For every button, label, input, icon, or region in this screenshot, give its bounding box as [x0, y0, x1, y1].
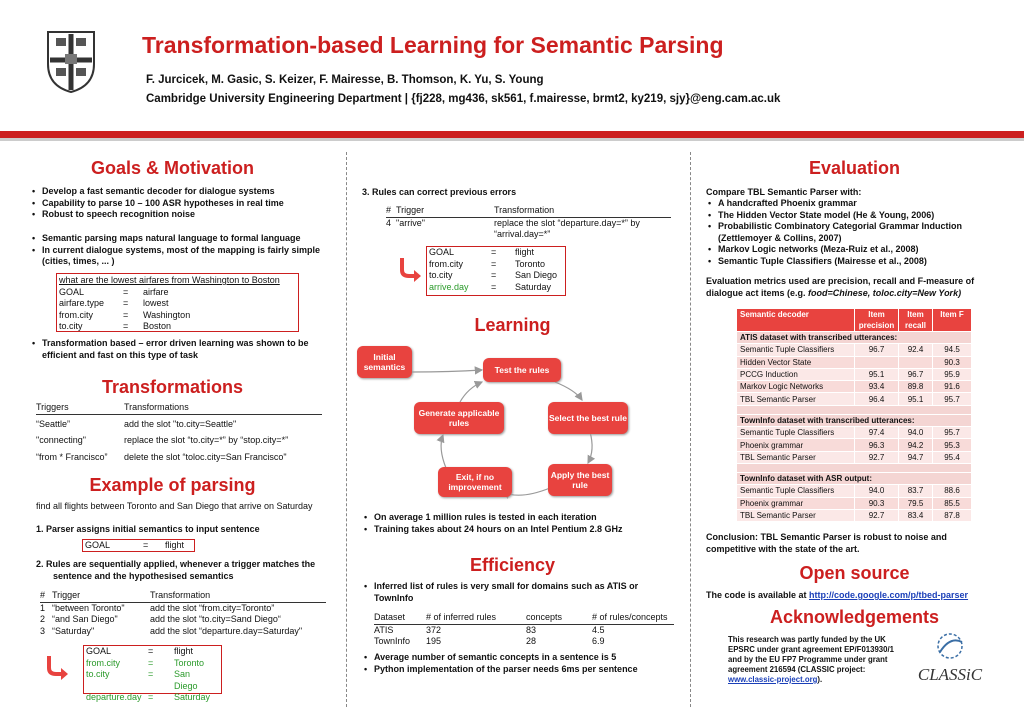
slot-eq: = [148, 692, 154, 702]
efficiency-bullet: • Python implementation of the parser needs 6ms per sentence [362, 664, 682, 676]
flow-box-apply-best-rule: Apply the best rule [548, 464, 612, 496]
transformation-cell: add the slot “from.city=Toronto” [150, 602, 275, 613]
rule-number: 3 [40, 625, 46, 636]
table-row [737, 485, 972, 497]
col-header: # [386, 205, 392, 215]
slot-eq: = [491, 258, 497, 269]
evaluation-compare: Compare TBL Semantic Parser with: [706, 187, 862, 197]
slot-name: GOAL [429, 247, 455, 257]
slot-value: airfare [143, 286, 169, 297]
rule-number: 1 [40, 602, 46, 613]
parsing-result-box [83, 645, 222, 702]
rules-correct-result-table [429, 247, 561, 293]
table-row [737, 368, 972, 380]
table-row [737, 381, 972, 393]
evaluation-bullets [706, 198, 996, 267]
slot-name: to.city [429, 270, 453, 280]
table-header-row [737, 309, 972, 332]
slot-name: arrive.day [429, 281, 469, 292]
transformations-heading: Transformations [101, 377, 244, 397]
parsing-intro: find all flights between Toronto and San Diego that arrive on Saturday [36, 501, 313, 511]
table-spacer-row [737, 405, 972, 414]
rules-correct-step-3: 3. Rules can correct previous errors [362, 187, 517, 197]
rules-correct-table [386, 205, 671, 241]
poster-title: Transformation-based Learning for Semantic Parsing [142, 32, 724, 58]
slot-name: from.city [86, 657, 121, 668]
slot-eq: = [123, 286, 129, 297]
evaluation-bullet: • Probabilistic Combinatory Categorial Grammar Induction (Zettlemoyer & Collins, 2007) [706, 221, 996, 244]
arrow-exit-to-generate [441, 435, 446, 468]
decoder-cell: Phoenix grammar [737, 439, 855, 451]
slot-name: airfare.type [59, 298, 105, 308]
rule-number: 2 [40, 614, 46, 624]
slot-value: Saturday [174, 692, 211, 702]
f-cell: 95.7 [933, 427, 972, 439]
precision-cell: 97.4 [855, 427, 899, 439]
f-cell: 87.8 [933, 509, 972, 521]
slot-eq: = [123, 309, 129, 320]
evaluation-metrics [706, 276, 991, 299]
precision-cell: 96.4 [855, 393, 899, 405]
recall-cell: 89.8 [899, 381, 933, 393]
classic-logo [910, 632, 990, 684]
slot-eq: = [148, 669, 154, 679]
slot-eq: = [148, 646, 154, 656]
evaluation-bullet: • A handcrafted Phoenix grammar [706, 198, 996, 210]
table-row [59, 321, 194, 333]
recall-cell: 96.7 [899, 368, 933, 380]
concepts-cell: 83 [526, 624, 537, 635]
parsing-initial-box [82, 539, 195, 552]
learning-bullet: • On average 1 million rules is tested in each iteration [362, 512, 682, 524]
slot-value: Saturday [515, 281, 552, 292]
slot-name: GOAL [85, 540, 111, 550]
decoder-cell: Hidden Vector State [737, 356, 855, 368]
trigger-cell: “Saturday" [52, 625, 95, 636]
transformation-cell: add the slot "to.city=Seattle" [124, 418, 237, 429]
goals-example-box [56, 273, 299, 332]
trigger-cell: “and San Diego" [52, 614, 118, 624]
efficiency-bullet: • Average number of semantic concepts in a sentence is 5 [362, 652, 682, 664]
col-header: # of inferred rules [426, 612, 497, 622]
parsing-rules-table [40, 590, 326, 637]
table-spacer-row [737, 463, 972, 472]
recall-cell: 95.1 [899, 393, 933, 405]
table-row [374, 624, 674, 636]
arrow-generate-to-test [460, 382, 482, 402]
table-row [36, 430, 322, 447]
goals-bullets-2 [30, 233, 340, 268]
precision-cell: 92.7 [855, 451, 899, 463]
goals-example-table [59, 287, 194, 333]
f-cell: 95.7 [933, 393, 972, 405]
learning-bullet: • Training takes about 24 hours on an Intel Pentium 2.8 GHz [362, 524, 682, 536]
classic-logo-swoosh-icon [910, 632, 990, 662]
table-row [36, 414, 322, 430]
evaluation-bullet: • Semantic Tuple Classifiers (Mairesse et al., 2008) [706, 256, 996, 268]
table-row [86, 692, 219, 704]
col-header: Semantic decoder [737, 309, 855, 332]
learning-heading: Learning [474, 315, 551, 335]
slot-name: GOAL [86, 646, 112, 656]
transformation-cell: replace the slot “to.city=*” by “stop.city=*” [124, 435, 289, 445]
efficiency-heading: Efficiency [469, 555, 556, 575]
metrics-text: Evaluation metrics used are precision, recall and F-measure of dialogue act items (e.g. [706, 276, 975, 298]
col-header: Item precision [855, 309, 899, 332]
header-divider-shadow [0, 138, 1024, 141]
evaluation-heading: Evaluation [808, 158, 901, 178]
table-row [86, 646, 219, 658]
slot-name: GOAL [59, 286, 85, 297]
slot-value: flight [515, 247, 535, 257]
slot-value: lowest [143, 298, 169, 308]
table-header-row [36, 402, 322, 414]
table-row [86, 669, 219, 692]
table-section-row [737, 332, 972, 344]
transformation-cell: replace the slot “departure.day=*” by “arrival.day=*” [494, 217, 640, 239]
column-divider-right [690, 152, 691, 707]
recall-cell [899, 356, 933, 368]
curved-arrow-icon [44, 654, 70, 685]
metrics-example: food=Chinese, toloc.city=New York) [808, 287, 962, 298]
decoder-cell: Semantic Tuple Classifiers [737, 344, 855, 356]
col-header: Trigger [52, 590, 81, 600]
recall-cell: 79.5 [899, 497, 933, 509]
evaluation-bullet: • Markov Logic networks (Meza-Ruiz et al., 2008) [706, 244, 996, 256]
table-header-row [40, 590, 326, 602]
decoder-cell: Semantic Tuple Classifiers [737, 485, 855, 497]
author-list: F. Jurcicek, M. Gasic, S. Keizer, F. Mairesse, B. Thomson, K. Yu, S. Young [146, 74, 544, 86]
slot-name: to.city [59, 321, 83, 331]
open-source-text [706, 590, 968, 602]
rules-cell: 195 [426, 636, 442, 646]
f-cell: 95.3 [933, 439, 972, 451]
efficiency-bullets-1 [362, 581, 667, 604]
table-row [429, 270, 561, 282]
table-section-row [737, 472, 972, 484]
table-row [59, 287, 194, 299]
table-row [737, 427, 972, 439]
decoder-cell: Semantic Tuple Classifiers [737, 427, 855, 439]
arrow-test-to-select [555, 382, 582, 400]
affiliation: Cambridge University Engineering Department | {fj228, mg436, sk561, f.mairesse, brmt2, ky219, sjy}@eng.cam.ac.uk [146, 93, 781, 105]
slot-eq: = [148, 657, 154, 668]
parsing-heading: Example of parsing [89, 475, 256, 495]
table-row [737, 344, 972, 356]
f-cell: 85.5 [933, 497, 972, 509]
transformation-cell: add the slot “departure.day=Saturday" [150, 625, 303, 636]
table-row [40, 626, 326, 638]
arrow-initial-to-test [412, 370, 482, 372]
slot-eq: = [123, 321, 129, 331]
slot-name: from.city [59, 309, 94, 320]
university-crest [46, 30, 96, 94]
slot-value: San Diego [515, 270, 558, 280]
recall-cell: 92.4 [899, 344, 933, 356]
slot-value: flight [165, 540, 185, 550]
table-row [386, 217, 671, 241]
ratio-cell: 6.9 [592, 636, 605, 646]
decoder-cell: Markov Logic Networks [737, 381, 855, 393]
parsing-step-2: 2. Rules are sequentially applied, whenever a trigger matches the sentence and the hypothesised semantics [36, 559, 316, 581]
trigger-cell: "arrive" [396, 217, 425, 228]
slot-value: San Diego [174, 669, 198, 691]
slot-eq: = [491, 281, 497, 292]
precision-cell: 94.0 [855, 485, 899, 497]
transformation-cell: delete the slot “toloc.city=San Francisco" [124, 451, 287, 462]
rules-correct-result-box [426, 246, 566, 296]
precision-cell: 96.7 [855, 344, 899, 356]
col-header: Transformation [494, 205, 555, 215]
table-row [85, 540, 188, 552]
f-cell: 90.3 [933, 356, 972, 368]
col-header: Transformation [150, 590, 211, 600]
table-row [737, 439, 972, 451]
precision-cell: 95.1 [855, 368, 899, 380]
trigger-cell: "connecting" [36, 435, 86, 445]
recall-cell: 94.7 [899, 451, 933, 463]
efficiency-bullets-2 [362, 652, 682, 675]
table-row [737, 393, 972, 405]
slot-value: Boston [143, 321, 172, 331]
example-sentence: what are the lowest airfares from Washington to Boston [59, 275, 280, 285]
table-row [36, 447, 322, 464]
precision-cell: 93.4 [855, 381, 899, 393]
trigger-cell: “Seattle” [36, 418, 71, 429]
decoder-cell: PCCG Induction [737, 368, 855, 380]
f-cell: 94.5 [933, 344, 972, 356]
slot-name: from.city [429, 258, 464, 269]
slot-value: Washington [143, 309, 191, 320]
precision-cell: 96.3 [855, 439, 899, 451]
header-divider [0, 131, 1024, 138]
ratio-cell: 4.5 [592, 624, 605, 635]
recall-cell: 83.4 [899, 509, 933, 521]
initial-semantics-table [85, 540, 188, 552]
table-row [737, 497, 972, 509]
table-header-row [374, 612, 674, 624]
slot-value: Toronto [515, 258, 546, 269]
flow-box-exit: Exit, if no improvement [438, 467, 512, 497]
recall-cell: 83.7 [899, 485, 933, 497]
curved-arrow-icon [397, 256, 423, 287]
slot-value: flight [174, 646, 194, 656]
recall-cell: 94.2 [899, 439, 933, 451]
slot-name: departure.day [86, 692, 142, 702]
precision-cell [855, 356, 899, 368]
table-row [429, 259, 561, 271]
acknowledgements-text [728, 635, 904, 685]
classic-project-link[interactable]: www.classic-project.org [728, 675, 818, 684]
dataset-cell: TownInfo [374, 636, 411, 646]
col-header: Trigger [396, 205, 425, 215]
table-row [86, 658, 219, 670]
evaluation-table [736, 308, 972, 522]
ack-suffix: ). [817, 675, 823, 684]
goals-bullet: • Develop a fast semantic decoder for dialogue systems [30, 186, 340, 198]
parsing-result-table [86, 646, 219, 704]
col-header: Dataset [374, 612, 406, 622]
decoder-cell: TBL Semantic Parser [737, 509, 855, 521]
evaluation-bullet: • The Hidden Vector State model (He & Young, 2006) [706, 210, 996, 222]
precision-cell: 92.7 [855, 509, 899, 521]
section-title: TownInfo dataset with ASR output: [737, 472, 972, 484]
section-title: ATIS dataset with transcribed utterances: [737, 332, 972, 344]
decoder-cell: TBL Semantic Parser [737, 451, 855, 463]
slot-eq: = [491, 247, 497, 257]
slot-eq: = [123, 298, 129, 308]
table-row [737, 509, 972, 521]
rule-number: 4 [386, 217, 392, 228]
code-link[interactable]: http://code.google.com/p/tbed-parser [809, 590, 969, 600]
transformation-cell: add the slot “to.city=Sand Diego“ [150, 614, 281, 624]
goals-bullet: • Capability to parse 10 – 100 ASR hypotheses in real time [30, 198, 340, 210]
table-row [429, 282, 561, 294]
goals-heading: Goals & Motivation [90, 158, 254, 178]
f-cell: 95.9 [933, 368, 972, 380]
goals-bullets-3 [30, 338, 342, 361]
table-section-row [737, 414, 972, 426]
open-source-heading: Open source [799, 563, 910, 583]
slot-value: Toronto [174, 657, 205, 668]
concepts-cell: 28 [526, 636, 537, 646]
slot-name: to.city [86, 669, 110, 679]
table-row [429, 247, 561, 259]
parsing-step-1: 1. Parser assigns initial semantics to input sentence [36, 524, 260, 534]
table-row [40, 602, 326, 614]
slot-eq: = [143, 540, 149, 550]
rules-cell: 372 [426, 624, 442, 635]
recall-cell: 94.0 [899, 427, 933, 439]
efficiency-bullet: • Inferred list of rules is very small for domains such as ATIS or TownInfo [362, 581, 667, 604]
decoder-cell: Phoenix grammar [737, 497, 855, 509]
acknowledgements-heading: Acknowledgements [769, 607, 940, 627]
col-header: Item F [933, 309, 972, 332]
flow-box-initial-semantics: Initial semantics [357, 346, 412, 378]
ack-text: This research was partly funded by the UK EPSRC under grant agreement EP/F013930/1 and by the EU FP7 Programme under grant agreement 216594 (CLASSIC project: [728, 635, 894, 674]
slot-eq: = [491, 270, 497, 280]
f-cell: 95.4 [933, 451, 972, 463]
goals-bullet: • Robust to speech recognition noise [30, 209, 340, 221]
section-title: TownInfo dataset with transcribed utterances: [737, 414, 972, 426]
arrow-select-to-apply [588, 432, 592, 463]
goals-bullet: • In current dialogue systems, most of the mapping is fairly simple (cities, times, ... ) [30, 245, 340, 268]
goals-bullets-1 [30, 186, 340, 221]
learning-bullets [362, 512, 682, 535]
efficiency-table [374, 612, 674, 648]
precision-cell: 90.3 [855, 497, 899, 509]
decoder-cell: TBL Semantic Parser [737, 393, 855, 405]
table-header-row [386, 205, 671, 217]
f-cell: 88.6 [933, 485, 972, 497]
goals-bullet: • Transformation based – error driven learning was shown to be efficient and fast on this type of task [30, 338, 342, 361]
f-cell: 91.6 [933, 381, 972, 393]
flow-box-select-best-rule: Select the best rule [548, 402, 628, 434]
table-row [737, 356, 972, 368]
trigger-cell: “between Toronto" [52, 602, 125, 613]
table-row [59, 298, 194, 310]
dataset-cell: ATIS [374, 624, 394, 635]
evaluation-conclusion: Conclusion: TBL Semantic Parser is robust to noise and competitive with the state of the art. [706, 532, 947, 554]
table-row [40, 614, 326, 626]
col-header: # [40, 590, 46, 600]
col-header: Transformations [124, 402, 189, 412]
goals-bullet: • Semantic parsing maps natural language to formal language [30, 233, 340, 245]
classic-logo-text: CLASSiC [917, 665, 983, 684]
trigger-cell: “from * Francisco” [36, 451, 108, 462]
col-header: Triggers [36, 402, 69, 412]
table-row [737, 451, 972, 463]
flow-box-test-rules: Test the rules [483, 358, 561, 382]
column-divider-left [346, 152, 347, 707]
table-row [374, 636, 674, 648]
flow-box-generate-rules: Generate applicable rules [414, 402, 504, 434]
col-header: # of rules/concepts [592, 612, 668, 622]
table-row [59, 310, 194, 322]
col-header: Item recall [899, 309, 933, 332]
open-source-prefix: The code is available at [706, 590, 810, 600]
col-header: concepts [526, 612, 563, 622]
transformations-table [36, 402, 322, 463]
